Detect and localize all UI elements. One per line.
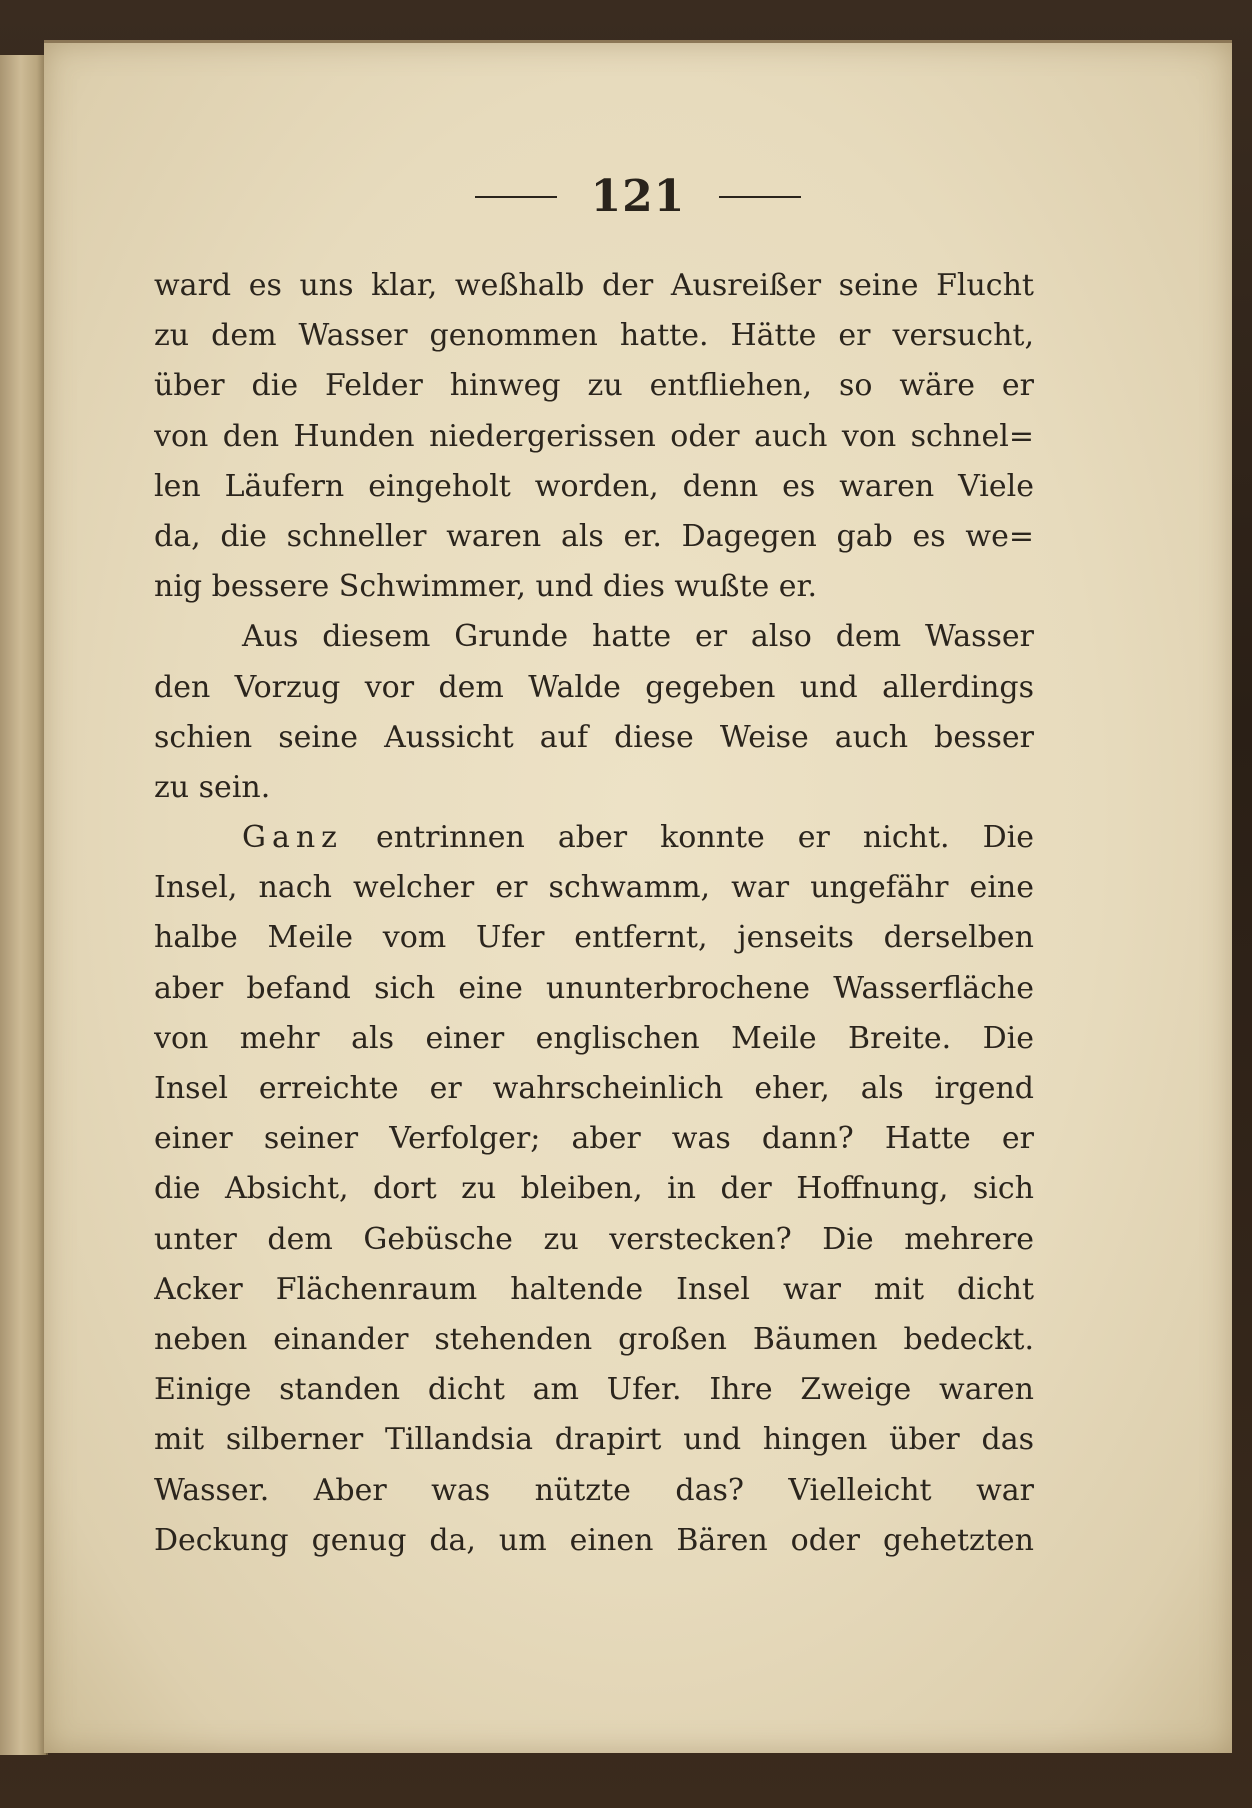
text-line: den Vorzug vor dem Walde gegeben und allerdings xyxy=(154,669,1034,705)
text-line: da, die schneller waren als er. Dagegen gab es we= xyxy=(154,518,1034,554)
text-line: zu sein. xyxy=(154,769,271,805)
text-line: Acker Flächenraum haltende Insel war mit dicht xyxy=(154,1271,1034,1307)
text-line: Aus diesem Grunde hatte er also dem Wasser xyxy=(242,619,1034,655)
header-rule-right xyxy=(719,196,801,198)
text-line: mit silberner Tillandsia drapirt und hingen über das xyxy=(154,1422,1034,1458)
text-line: einer seiner Verfolger; aber was dann? Hatte er xyxy=(154,1121,1034,1157)
text-line: Insel erreichte er wahrscheinlich eher, als irgend xyxy=(154,1071,1034,1106)
text-line: neben einander stehenden großen Bäumen bedeckt. xyxy=(154,1321,1034,1357)
text-line: von mehr als einer englischen Meile Breite. Die xyxy=(154,1020,1034,1056)
book-binding xyxy=(0,55,48,1755)
text-line: halbe Meile vom Ufer entfernt, jenseits derselben xyxy=(154,920,1034,956)
text-line: von den Hunden niedergerissen oder auch von schnel= xyxy=(154,418,1034,454)
header-rule-left xyxy=(475,196,557,198)
text-line-with-spaced-word xyxy=(154,813,1034,863)
text-line: über die Felder hinweg zu entfliehen, so wäre er xyxy=(154,368,1034,404)
spaced-word: Ganz xyxy=(242,820,343,856)
text-line: unter dem Gebüsche zu verstecken? Die mehrere xyxy=(154,1221,1034,1257)
text-line: zu dem Wasser genommen hatte. Hätte er versucht, xyxy=(154,318,1034,354)
text-line: len Läufern eingeholt worden, denn es waren Viele xyxy=(154,468,1034,504)
text-line: aber befand sich eine ununterbrochene Wasserfläche xyxy=(154,970,1034,1006)
text-line: nig bessere Schwimmer, und dies wußte er. xyxy=(154,569,818,605)
text-line: ward es uns klar, weßhalb der Ausreißer seine Flucht xyxy=(154,268,1034,303)
text-line: Wasser. Aber was nützte das? Vielleicht war xyxy=(154,1472,1034,1508)
text-line-remainder: entrinnen aber konnte er nicht. Die xyxy=(376,820,1034,856)
text-line: Deckung genug da, um einen Bären oder gehetzten xyxy=(154,1522,1034,1558)
text-line: Einige standen dicht am Ufer. Ihre Zweige waren xyxy=(154,1372,1034,1408)
text-line: Insel, nach welcher er schwamm, war ungefähr eine xyxy=(154,870,1034,906)
body-text xyxy=(154,261,1034,1566)
text-line: schien seine Aussicht auf diese Weise auch besser xyxy=(154,719,1034,755)
book-page xyxy=(44,40,1232,1753)
text-line: die Absicht, dort zu bleiben, in der Hoffnung, sich xyxy=(154,1171,1034,1207)
page-number: 121 xyxy=(590,171,686,222)
page-header xyxy=(44,171,1232,222)
